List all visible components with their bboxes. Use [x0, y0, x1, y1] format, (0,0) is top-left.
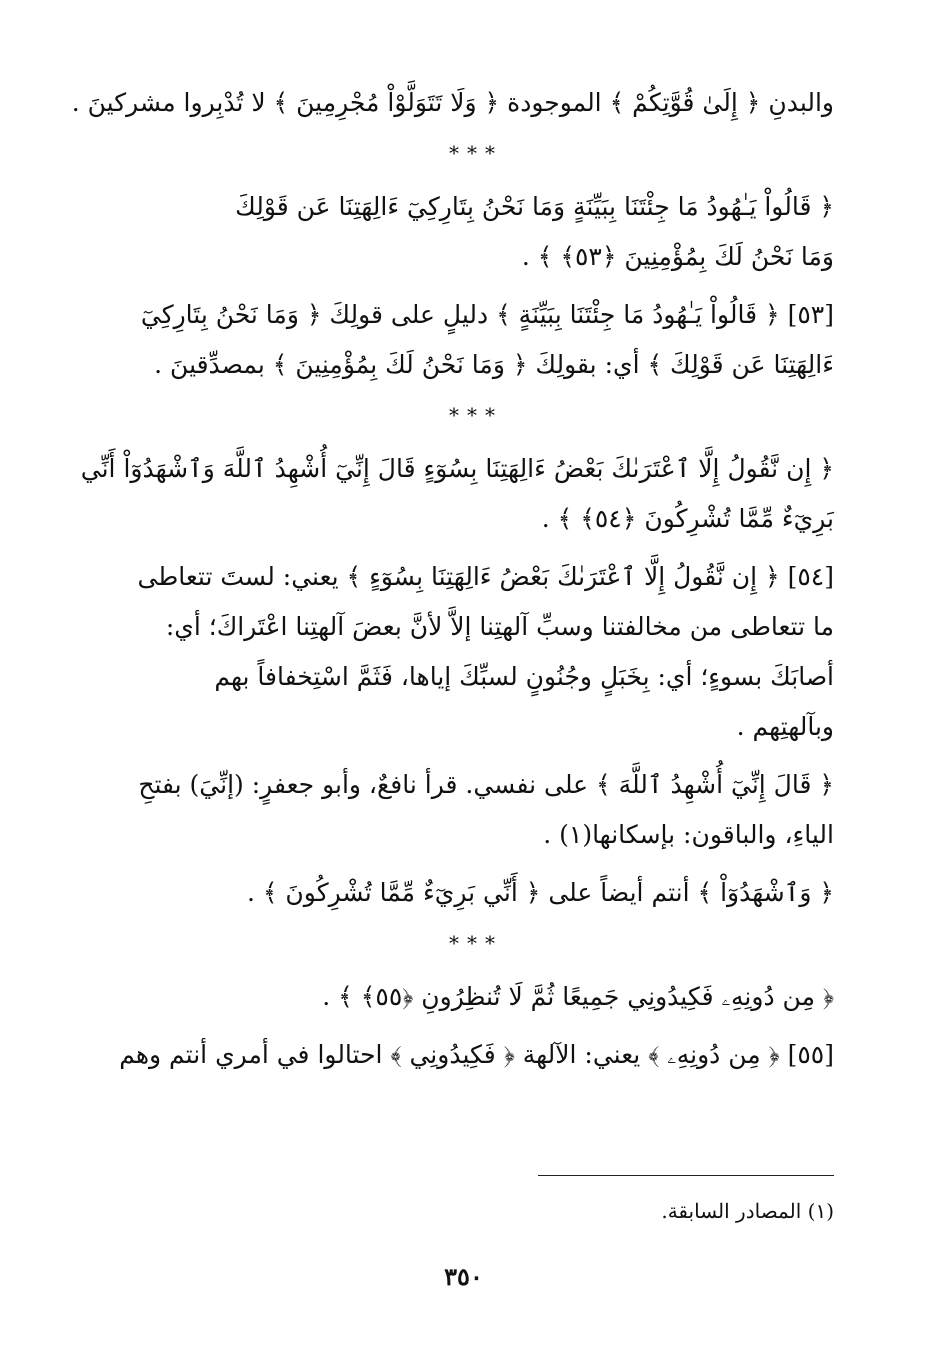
verse-55 [118, 972, 834, 1022]
verse-line: وَمَا نَحْنُ لَكَ بِمُؤْمِنِينَ ﴿٥٣﴾ ﴾ . [521, 242, 834, 271]
text-line: ءَالِهَتِنَا عَن قَوْلِكَ ﴾ أي: بقولِكَ ﴿ وَمَا نَحْنُ لَكَ بِمُؤْمِنِينَ ﴾ بمصدِّقينَ . [154, 350, 834, 379]
text-line: [٥٤] ﴿ إِن نَّقُولُ إِلَّا ٱعْتَرَىٰكَ بَعْضُ ءَالِهَتِنَا بِسُوٓءٍ ﴾ يعني: لستَ تتعاطى [137, 562, 834, 591]
verse-53 [118, 182, 834, 282]
verse-54 [80, 444, 834, 544]
paragraph-1 [71, 78, 834, 128]
text-line: وبآلهتِهم . [736, 712, 834, 741]
text-line: ﴿ وَٱشْهَدُوٓاْ ﴾ أنتم أيضاً على ﴿ أَنِّي بَرِيٓءٌ مِّمَّا تُشْرِكُونَ ﴾ . [246, 878, 834, 907]
commentary-54-reading [118, 760, 834, 860]
commentary-53 [118, 290, 834, 390]
page-body [71, 78, 834, 1088]
verse-line: ﴿ قَالُواْ يَـٰهُودُ مَا جِئْتَنَا بِبَيِّنَةٍ وَمَا نَحْنُ بِتَارِكِيٓ ءَالِهَتِنَا عَن قَوْلِكَ [235, 192, 834, 221]
text-line: الياءِ، والباقون: بإسكانها(١) . [543, 820, 834, 849]
verse-line: ﴿ إِن نَّقُولُ إِلَّا ٱعْتَرَىٰكَ بَعْضُ ءَالِهَتِنَا بِسُوٓءٍ قَالَ إِنِّيٓ أُشْهِدُ ٱللَّهَ وَٱشْهَدُوٓاْ أَنِّي [80, 454, 834, 483]
text-line: ما تتعاطى من مخالفتنا وسبِّ آلهتِنا إلاَّ لأنَّ بعضَ آلهتِنا اعْتَراكَ؛ أي: [165, 612, 834, 641]
section-separator: *** [449, 141, 503, 165]
text-line: [٥٣] ﴿ قَالُواْ يَـٰهُودُ مَا جِئْتَنَا بِبَيِّنَةٍ ﴾ دليلٍ على قولِكَ ﴿ وَمَا نَحْنُ بِتَارِكِيٓ [140, 300, 834, 329]
verse-line: ﴿ مِن دُونِهِۦ فَكِيدُونِي جَمِيعًا ثُمَّ لَا تُنظِرُونِ ﴿٥٥﴾ ﴾ . [322, 982, 834, 1011]
page-number: ٣٥٠ [444, 1262, 483, 1291]
text-line: [٥٥] ﴿ مِن دُونِهِۦ ﴾ يعني: الآلهة ﴿ فَكِيدُونِي ﴾ احتالوا في أمري أنتم وهم [119, 1040, 834, 1069]
verse-line: بَرِيٓءٌ مِّمَّا تُشْرِكُونَ ﴿٥٤﴾ ﴾ . [541, 504, 834, 533]
section-separator: *** [449, 931, 503, 955]
text-line: والبدنِ ﴿ إِلَىٰ قُوَّتِكُمْ ﴾ الموجودة ﴿ وَلَا تَتَوَلَّوْاْ مُجْرِمِينَ ﴾ لا تُدْبِروا مشركينَ . [71, 88, 834, 117]
commentary-55 [118, 1030, 834, 1080]
section-separator: *** [449, 403, 503, 427]
commentary-54-witness [118, 868, 834, 918]
footnote: (١) المصادر السابقة. [661, 1199, 834, 1223]
text-line: ﴿ قَالَ إِنِّيٓ أُشْهِدُ ٱللَّهَ ﴾ على نفسي. قرأ نافعٌ، وأبو جعفرٍ: (إنِّيَ) بفتحِ [138, 770, 834, 799]
footnote-divider [538, 1175, 834, 1176]
commentary-54 [118, 552, 834, 752]
text-line: أصابَكَ بسوءٍ؛ أي: بِخَبَلٍ وجُنُونٍ لسبِّكَ إياها، فَثَمَّ اسْتِخفافاً بهم [214, 662, 834, 691]
